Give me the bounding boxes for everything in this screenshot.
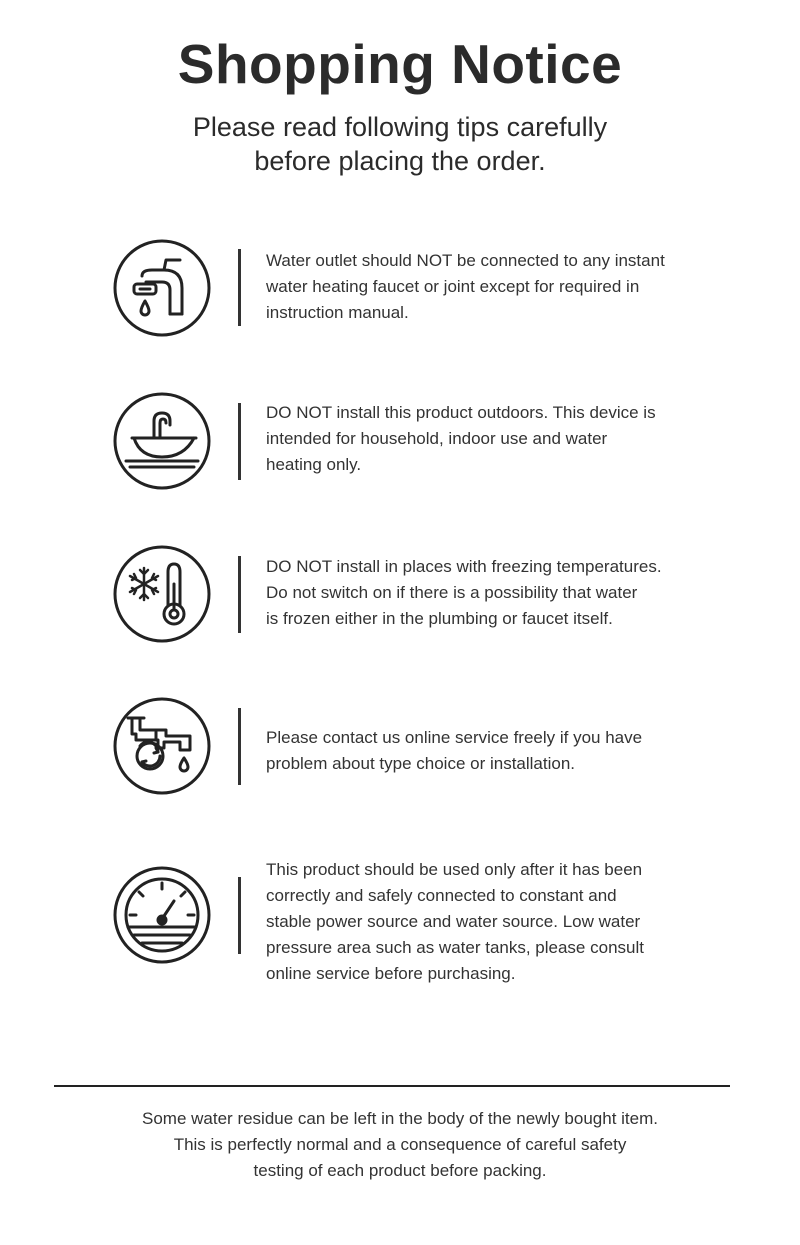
tip-line: Please contact us online service freely if you have xyxy=(266,728,643,747)
tip-line: is frozen either in the plumbing or faucet itself. xyxy=(266,609,613,628)
tip-line: heating only. xyxy=(266,455,362,474)
tip-row-faucet xyxy=(0,235,800,345)
footer-line: This is perfectly normal and a consequence of careful safety xyxy=(173,1135,627,1154)
tip-line: intended for household, indoor use and water xyxy=(266,429,608,448)
tip-line: online service before purchasing. xyxy=(266,964,516,983)
tip-text xyxy=(266,248,706,326)
vertical-divider xyxy=(238,556,241,633)
snowflake-thermometer-icon xyxy=(112,544,212,644)
page-subtitle xyxy=(0,110,800,178)
subtitle-line: before placing the order. xyxy=(254,146,546,176)
footer-line: Some water residue can be left in the body of the newly bought item. xyxy=(142,1109,658,1128)
pressure-gauge-icon xyxy=(112,865,212,965)
tip-text xyxy=(266,857,706,987)
tip-text xyxy=(266,554,706,632)
footer-line: testing of each product before packing. xyxy=(253,1161,547,1180)
horizontal-divider xyxy=(54,1085,730,1087)
tip-line: Water outlet should NOT be connected to any instant xyxy=(266,251,665,270)
tip-line: water heating faucet or joint except for required in xyxy=(266,277,640,296)
subtitle-line: Please read following tips carefully xyxy=(192,112,608,142)
tip-row-power-water xyxy=(0,860,800,983)
tip-line: DO NOT install this product outdoors. This device is xyxy=(266,403,656,422)
vertical-divider xyxy=(238,403,241,480)
vertical-divider xyxy=(238,877,241,954)
vertical-divider xyxy=(238,249,241,326)
tip-text xyxy=(266,725,706,777)
vertical-divider xyxy=(238,708,241,785)
footer-note xyxy=(0,1106,800,1184)
tip-text xyxy=(266,400,706,478)
tip-line: DO NOT install in places with freezing temperatures. xyxy=(266,557,662,576)
tip-row-indoor xyxy=(0,387,800,497)
tip-line: correctly and safely connected to constant and xyxy=(266,886,617,905)
tip-line: problem about type choice or installation. xyxy=(266,754,576,773)
tip-line: pressure area such as water tanks, please consult xyxy=(266,938,644,957)
tip-line: instruction manual. xyxy=(266,303,409,322)
tip-line: stable power source and water source. Low water xyxy=(266,912,641,931)
page-title: Shopping Notice xyxy=(177,33,623,95)
pipe-cycle-icon xyxy=(112,696,212,796)
tip-row-contact xyxy=(0,692,800,802)
tip-line: Do not switch on if there is a possibility that water xyxy=(266,583,638,602)
tip-line: This product should be used only after it has been xyxy=(266,860,643,879)
tip-row-freezing xyxy=(0,540,800,650)
faucet-icon xyxy=(112,238,212,338)
basin-faucet-icon xyxy=(112,391,212,491)
